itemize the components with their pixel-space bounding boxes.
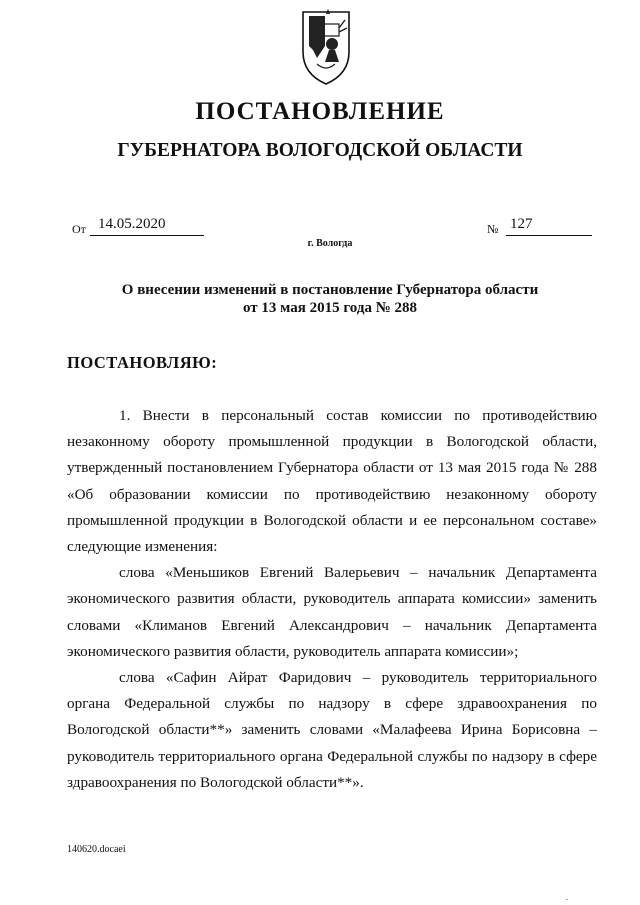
document-body <box>67 403 597 796</box>
coat-of-arms-icon <box>295 6 357 86</box>
paragraph: слова «Меньшиков Евгений Валерьевич – начальник Департамента экономического развития области, руководитель аппарата комиссии» заменить словами «Климанов Евгений Александрович – начальник Департамента экономического развития области, руководитель аппарата комиссии»; <box>67 564 597 660</box>
document-title: ПОСТАНОВЛЕНИЕ <box>195 98 445 125</box>
subject-line-1: О внесении изменений в постановление Губернатора области <box>121 282 539 298</box>
document-number: 127 <box>506 216 592 236</box>
city-label: г. Вологда <box>307 238 353 249</box>
paragraph: слова «Сафин Айрат Фаридович – руководитель территориального органа Федеральной службы по надзору в сфере здравоохранения по Вологодской области**» заменить словами «Малафеева Ирина Борисовна – руководитель территориального органа Федеральной службы по надзору в сфере здравоохранения по Вологодской области**». <box>67 669 597 791</box>
page-mark: . <box>566 893 568 902</box>
date-label: От <box>72 222 86 236</box>
file-code: 140620.docaei <box>67 844 126 855</box>
number-label: № <box>487 222 499 236</box>
subject-line-2: от 13 мая 2015 года № 288 <box>242 300 418 316</box>
decree-word: ПОСТАНОВЛЯЮ: <box>67 353 218 372</box>
paragraph: 1. Внести в персональный состав комиссии по противодействию незаконному обороту промышленной продукции в Вологодской области, утвержденный постановлением Губернатора области от 13 мая 2015 года № 288 «Об образовании комиссии по противодействию незаконному обороту промышленной продукции в Вологодской области и ее персональном составе» следующие изменения: <box>67 407 597 556</box>
subject-heading <box>60 281 600 317</box>
document-date: 14.05.2020 <box>90 216 204 236</box>
issuer-title: ГУБЕРНАТОРА ВОЛОГОДСКОЙ ОБЛАСТИ <box>117 140 523 161</box>
